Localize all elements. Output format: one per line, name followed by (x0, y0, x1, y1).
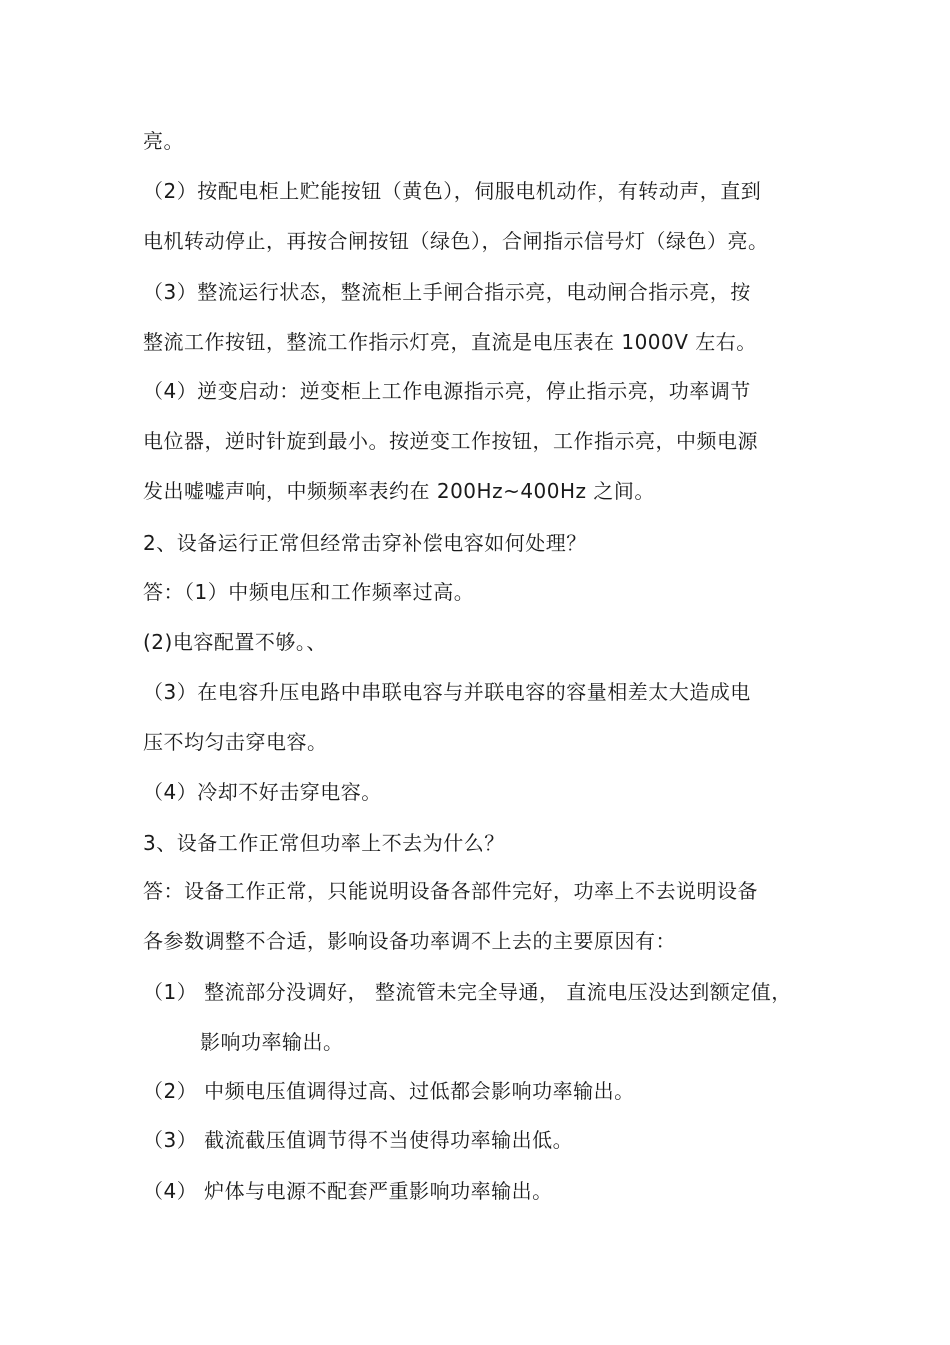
list-item: （1） 整流部分没调好， 整流管未完全导通， 直流电压没达到额定值， (143, 980, 792, 1004)
text-line: 发出嘘嘘声响，中频频率表约在 200Hz~400Hz 之间。 (143, 479, 655, 503)
text-line: 整流工作按钮，整流工作指示灯亮，直流是电压表在 1000V 左右。 (143, 330, 757, 354)
text-line: （3）整流运行状态，整流柜上手闸合指示亮，电动闸合指示亮，按 (143, 280, 751, 304)
answer-line: （3）在电容升压电路中串联电容与并联电容的容量相差太大造成电 (143, 680, 751, 704)
text-line: 亮。 (143, 129, 184, 153)
answer-line: 答：设备工作正常，只能说明设备各部件完好，功率上不去说明设备 (143, 879, 758, 903)
answer-line: 答：（1）中频电压和工作频率过高。 (143, 580, 475, 604)
text-line: （2）按配电柜上贮能按钮（黄色），伺服电机动作，有转动声，直到 (143, 179, 762, 203)
text-line: 电机转动停止，再按合闸按钮（绿色），合闸指示信号灯（绿色）亮。 (143, 229, 769, 253)
list-item: （2） 中频电压值调得过高、过低都会影响功率输出。 (143, 1079, 635, 1103)
text-line: （4）逆变启动：逆变柜上工作电源指示亮，停止指示亮，功率调节 (143, 379, 751, 403)
text-line: 电位器，逆时针旋到最小。按逆变工作按钮，工作指示亮，中频电源 (143, 429, 758, 453)
list-item: （4） 炉体与电源不配套严重影响功率输出。 (143, 1179, 553, 1203)
list-item-continuation: 影响功率输出。 (200, 1030, 344, 1054)
answer-line: 各参数调整不合适，影响设备功率调不上去的主要原因有： (143, 929, 676, 953)
list-item: （3） 截流截压值调节得不当使得功率输出低。 (143, 1128, 574, 1152)
answer-line: 压不均匀击穿电容。 (143, 730, 328, 754)
question-heading: 3、设备工作正常但功率上不去为什么？ (143, 831, 505, 855)
answer-line: (2)电容配置不够。、 (143, 630, 327, 654)
answer-line: （4）冷却不好击穿电容。 (143, 780, 382, 804)
question-heading: 2、设备运行正常但经常击穿补偿电容如何处理？ (143, 531, 587, 555)
